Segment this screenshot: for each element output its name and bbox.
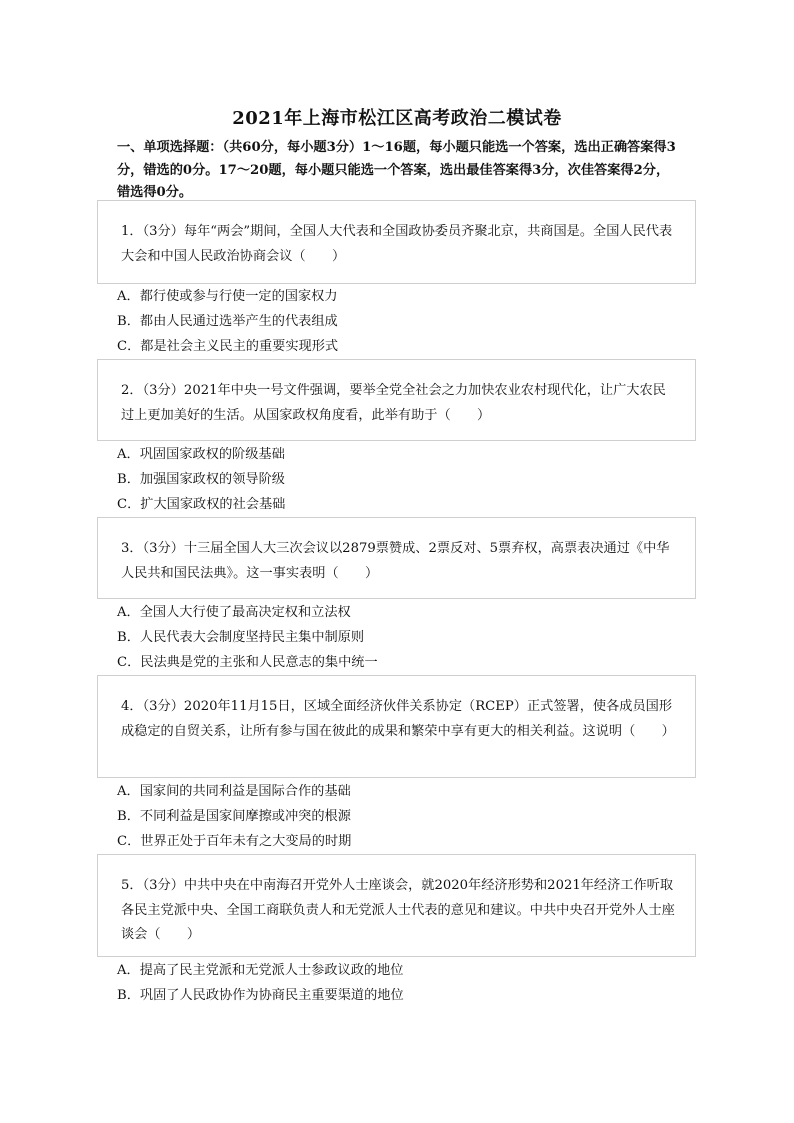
question-4-option-c[interactable]: C．世界正处于百年未有之大变局的时期 <box>117 834 352 849</box>
question-4-option-a[interactable]: A．国家间的共同利益是国际合作的基础 <box>117 784 351 799</box>
question-4-option-b[interactable]: B．不同利益是国家间摩擦或冲突的根源 <box>117 809 351 824</box>
question-1-stem: 1．（3分）每年“两会”期间，全国人大代表和全国政协委员齐聚北京，共商国是。全国人民代表大会和中国人民政治协商会议（ ） <box>97 200 696 284</box>
question-2-option-b[interactable]: B．加强国家政权的领导阶级 <box>117 472 285 487</box>
exam-title: 2021年上海市松江区高考政治二模试卷 <box>232 108 562 129</box>
question-4-stem: 4．（3分）2020年11月15日，区域全面经济伙伴关系协定（RCEP）正式签署，使各成员国形成稳定的自贸关系，让所有参与国在彼此的成果和繁荣中享有更大的相关利益。这说明（ ） <box>97 675 696 778</box>
question-5-option-a[interactable]: A．提高了民主党派和无党派人士参政议政的地位 <box>117 963 404 978</box>
question-3-option-b[interactable]: B．人民代表大会制度坚持民主集中制原则 <box>117 630 365 645</box>
question-1-option-c[interactable]: C．都是社会主义民主的重要实现形式 <box>117 339 339 354</box>
question-5-option-b[interactable]: B．巩固了人民政协作为协商民主重要渠道的地位 <box>117 988 404 1003</box>
question-3-option-a[interactable]: A．全国人大行使了最高决定权和立法权 <box>117 605 351 620</box>
question-2-option-c[interactable]: C．扩大国家政权的社会基础 <box>117 497 286 512</box>
question-2-option-a[interactable]: A．巩固国家政权的阶级基础 <box>117 447 285 462</box>
question-5-stem: 5．（3分）中共中央在中南海召开党外人士座谈会，就2020年经济形势和2021年经济工作听取各民主党派中央、全国工商联负责人和无党派人士代表的意见和建议。中共中央召开党外人士座谈会（ ） <box>97 854 696 957</box>
question-3-option-c[interactable]: C．民法典是党的主张和人民意志的集中统一 <box>117 655 378 670</box>
question-2-stem: 2．（3分）2021年中央一号文件强调，要举全党全社会之力加快农业农村现代化，让广大农民过上更加美好的生活。从国家政权角度看，此举有助于（ ） <box>97 359 696 441</box>
question-3-stem: 3．（3分）十三届全国人大三次会议以2879票赞成、2票反对、5票弃权，高票表决通过《中华人民共和国民法典》。这一事实表明（ ） <box>97 517 696 599</box>
section-instructions: 一、单项选择题：（共60分，每小题3分）1～16题，每小题只能选一个答案，选出正确答案得3分，错选的0分。17～20题，每小题只能选一个答案，选出最佳答案得3分，次佳答案得2分，错选得0分。 <box>117 140 676 200</box>
question-1-option-b[interactable]: B．都由人民通过选举产生的代表组成 <box>117 314 338 329</box>
question-1-option-a[interactable]: A．都行使或参与行使一定的国家权力 <box>117 289 338 304</box>
